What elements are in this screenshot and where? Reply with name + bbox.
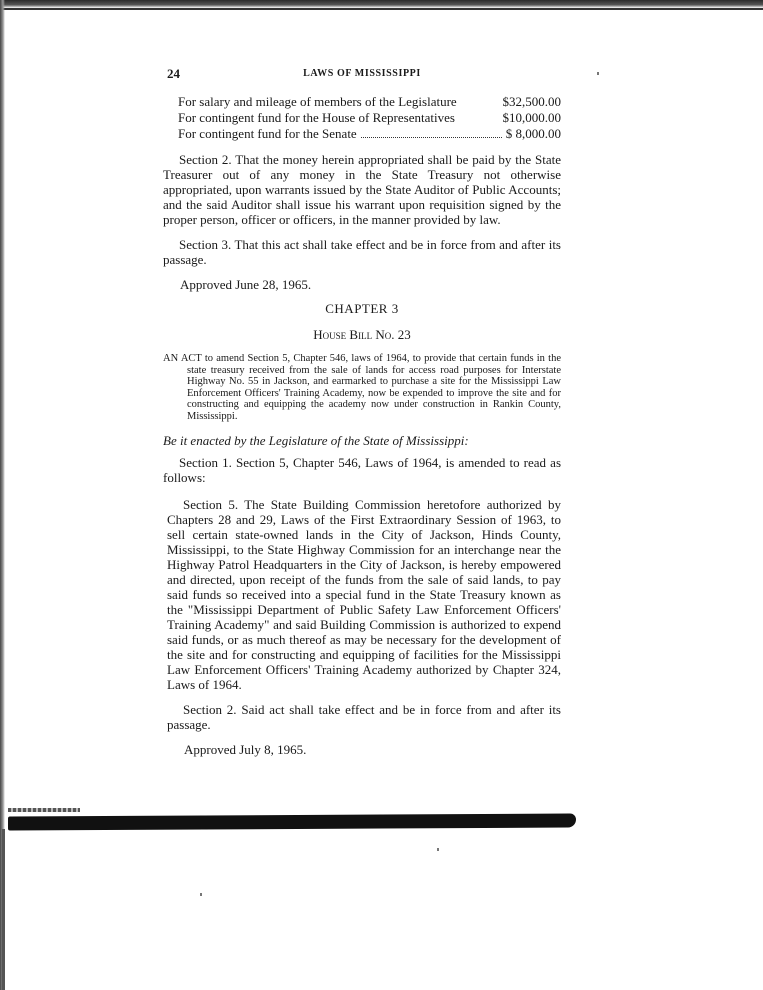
- document-page: [163, 66, 561, 758]
- appropriation-row: [178, 110, 561, 126]
- page-number: 24: [167, 66, 180, 81]
- section-2-final-paragraph: Section 2. Said act shall take effect and be in force from and after its passage.: [167, 701, 561, 732]
- appropriation-amount: $10,000.00: [502, 110, 561, 125]
- appropriation-amount: $ 8,000.00: [505, 126, 561, 141]
- section-2-paragraph: Section 2. That the money herein appropriated shall be paid by the State Treasurer out of any money in the State Treasury not otherwise appropriated, upon warrants issued by the State Auditor of Public Accounts; and the said Auditor shall issue his warrant upon requisition signed by the proper person, officer or officers, in the manner provided by law.: [163, 152, 561, 227]
- appropriation-label: For contingent fund for the House of Representatives: [178, 110, 455, 125]
- enacting-clause: Be it enacted by the Legislature of the State of Mississippi:: [163, 432, 469, 448]
- scan-top-border: [0, 0, 763, 8]
- appropriations-list: [163, 94, 561, 142]
- approval-date: Approved June 28, 1965.: [180, 277, 312, 292]
- chapter-heading: CHAPTER 3: [325, 301, 399, 316]
- appropriation-label: For salary and mileage of members of the Legislature: [178, 94, 457, 109]
- section-3-paragraph: Section 3. That this act shall take effect and be in force from and after its passage.: [163, 237, 561, 267]
- scan-bottom-bar: [8, 814, 576, 831]
- section-5-paragraph: Section 5. The State Building Commission heretofore authorized by Chapters 28 and 29, Laws of the First Extraordinary Session of 1963, to sell certain state-owned lands in the City of Jackson, Hinds County, Mississippi, to the State Highway Commission for an interchange near the Highway Patrol Headquarters in the City of Jackson, is hereby empowered and directed, upon receipt of the funds from the sale of said lands, to pay said funds so received into a special fund in the State Treasury known as the "Mississippi Department of Public Safety Law Enforcement Officers' Training Academy" and said Building Commission is authorized to expend said funds, or as much thereof as may be necessary for the development of the site and for constructing and equipping of facilities for the Mississippi Law Enforcement Officers' Training Academy authorized by Chapter 324, Laws of 1964.: [167, 496, 561, 692]
- scan-bottom-fold: [2, 829, 5, 990]
- scan-speck: [200, 893, 202, 896]
- act-title: AN ACT to amend Section 5, Chapter 546, laws of 1964, to provide that certain funds in the state treasury received from the sale of lands for access road purposes for Interstate Highway No. 55 in Jackson, and earmarked to purchase a site for the Mississippi Law Enforcement Officers' Training Academy, now be expended to improve the site and for constructing and equipping the academy now under construction in Rankin County, Mississippi.: [163, 353, 561, 422]
- scan-bottom-stub: [8, 808, 80, 812]
- appropriation-row: [178, 126, 561, 142]
- scan-speck: [437, 848, 439, 851]
- section-1-paragraph: Section 1. Section 5, Chapter 546, Laws of 1964, is amended to read as follows:: [163, 454, 561, 485]
- bill-heading: House Bill No. 23: [313, 327, 411, 342]
- dotted-leader: [361, 126, 502, 138]
- page-header: [163, 66, 561, 86]
- approval-date: Approved July 8, 1965.: [184, 741, 307, 757]
- scan-speck: [597, 72, 599, 75]
- running-head: LAWS OF MISSISSIPPI: [303, 68, 421, 79]
- appropriation-row: [178, 94, 561, 110]
- appropriation-amount: $32,500.00: [502, 94, 561, 109]
- scan-top-line: [0, 8, 763, 10]
- appropriation-label: For contingent fund for the Senate: [178, 126, 357, 141]
